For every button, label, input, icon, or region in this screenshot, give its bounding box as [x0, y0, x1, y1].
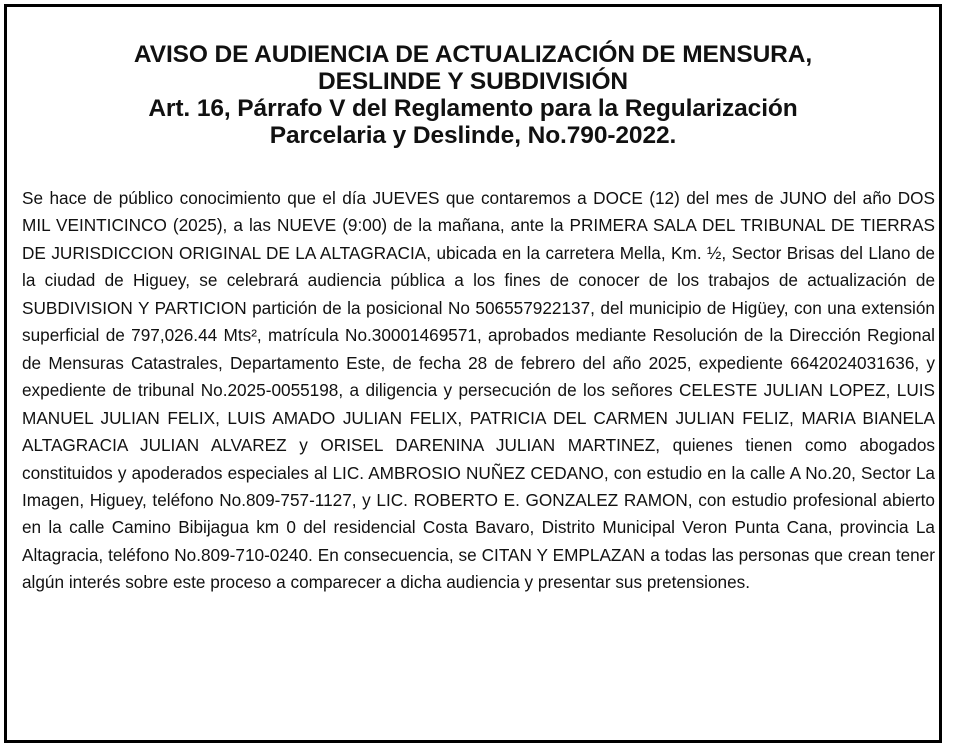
notice-title-line-2: DESLINDE Y SUBDIVISIÓN	[317, 68, 629, 95]
legal-notice-frame	[4, 4, 942, 743]
notice-title	[7, 41, 939, 149]
notice-title-line-1: AVISO DE AUDIENCIA DE ACTUALIZACIÓN DE MENSURA,	[133, 41, 813, 68]
notice-body-paragraph: Se hace de público conocimiento que el día JUEVES que contaremos a DOCE (12) del mes de JUNO del año DOS MIL VEINTICINCO (2025), a las NUEVE (9:00) de la mañana, ante la PRIMERA SALA DEL TRIBUNAL DE TIERRAS DE JURISDICCION ORIGINAL DE LA ALTAGRACIA, ubicada en la carretera Mella, Km. ½, Sector Brisas del Llano de la ciudad de Higuey, se celebrará audiencia pública a los fines de conocer de los trabajos de actualización de SUBDIVISION Y PARTICION partición de la posicional No 506557922137, del municipio de Higüey, con una extensión superficial de 797,026.44 Mts², matrícula No.30001469571, aprobados mediante Resolución de la Dirección Regional de Mensuras Catastrales, Departamento Este, de fecha 28 de febrero del año 2025, expediente 6642024031636, y expediente de tribunal No.2025-0055198, a diligencia y persecución de los señores CELESTE JULIAN LOPEZ, LUIS MANUEL JULIAN FELIX, LUIS AMADO JULIAN FELIX, PATRICIA DEL CARMEN JULIAN FELIZ, MARIA BIANELA ALTAGRACIA JULIAN ALVAREZ y ORISEL DARENINA JULIAN MARTINEZ, quienes tienen como abogados constituidos y apoderados especiales al LIC. AMBROSIO NUÑEZ CEDANO, con estudio en la calle A No.20, Sector La Imagen, Higuey, teléfono No.809-757-1127, y LIC. ROBERTO E. GONZALEZ RAMON, con estudio profesional abierto en la calle Camino Bibijagua km 0 del residencial Costa Bavaro, Distrito Municipal Veron Punta Cana, provincia La Altagracia, teléfono No.809-710-0240. En consecuencia, se CITAN Y EMPLAZAN a todas las personas que crean tener algún interés sobre este proceso a comparecer a dicha audiencia y presentar sus pretensiones.	[22, 188, 935, 593]
notice-subtitle-line-2: Parcelaria y Deslinde, No.790-2022.	[269, 122, 677, 149]
notice-subtitle-line-1: Art. 16, Párrafo V del Reglamento para la Regularización	[148, 95, 798, 122]
